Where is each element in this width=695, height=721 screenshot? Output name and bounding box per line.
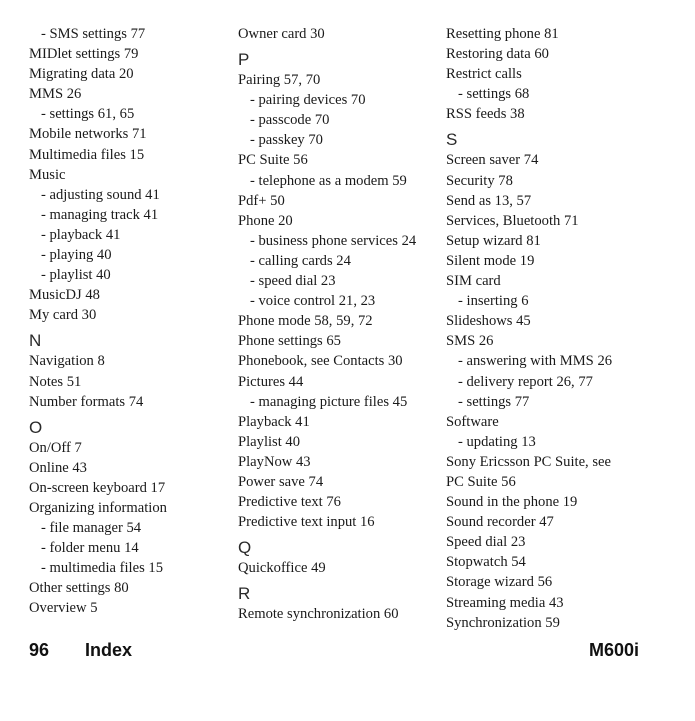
index-subentry: - settings 61, 65 xyxy=(41,106,135,123)
index-subentry: - pairing devices 70 xyxy=(250,92,366,109)
index-column-2 xyxy=(238,24,438,624)
index-entry: Overview 5 xyxy=(29,600,98,617)
index-subentry: - managing track 41 xyxy=(41,206,159,223)
page-footer xyxy=(29,640,639,662)
index-subentry: - multimedia files 15 xyxy=(41,560,163,577)
index-entry: Sound recorder 47 xyxy=(446,514,554,531)
index-entry: Mobile networks 71 xyxy=(29,126,147,143)
index-entry: Predictive text 76 xyxy=(238,494,341,511)
index-subentry: - telephone as a modem 59 xyxy=(250,172,407,189)
index-entry: RSS feeds 38 xyxy=(446,106,525,123)
index-entry: Quickoffice 49 xyxy=(238,560,326,577)
index-subentry: - updating 13 xyxy=(458,433,536,450)
index-entry: On-screen keyboard 17 xyxy=(29,479,166,496)
page-number: 96 xyxy=(29,640,50,660)
index-entry: Playlist 40 xyxy=(238,433,301,450)
index-entry: PC Suite 56 xyxy=(238,152,308,169)
index-entry: Pictures 44 xyxy=(238,373,304,390)
index-entry: Screen saver 74 xyxy=(446,152,539,169)
index-subentry: - playlist 40 xyxy=(41,267,111,284)
index-column-3 xyxy=(446,24,686,633)
index-subentry: - delivery report 26, 77 xyxy=(458,373,593,390)
index-entry: On/Off 7 xyxy=(29,439,82,456)
index-subentry: - settings 68 xyxy=(458,86,530,103)
index-entry: Synchronization 59 xyxy=(446,614,560,631)
index-entry: Stopwatch 54 xyxy=(446,554,526,571)
index-subentry: - speed dial 23 xyxy=(250,273,336,290)
index-column-1 xyxy=(29,24,229,619)
index-entry: Slideshows 45 xyxy=(446,313,531,330)
index-entry: Restrict calls xyxy=(446,66,522,83)
index-entry: PlayNow 43 xyxy=(238,453,311,470)
index-entry: Multimedia files 15 xyxy=(29,146,145,163)
index-subentry: - settings 77 xyxy=(458,393,530,410)
index-entry: Number formats 74 xyxy=(29,393,144,410)
index-entry: MusicDJ 48 xyxy=(29,287,100,304)
index-subentry: - adjusting sound 41 xyxy=(41,186,160,203)
index-entry: Sony Ericsson PC Suite, see xyxy=(446,453,611,470)
index-subentry: - inserting 6 xyxy=(458,293,529,310)
index-entry: Predictive text input 16 xyxy=(238,514,375,531)
index-entry: Send as 13, 57 xyxy=(446,192,532,209)
section-letter: P xyxy=(238,50,250,70)
index-entry: Restoring data 60 xyxy=(446,46,549,63)
index-entry: Pdf+ 50 xyxy=(238,192,285,209)
index-entry: Navigation 8 xyxy=(29,353,105,370)
section-letter: R xyxy=(238,584,251,604)
index-subentry: - playback 41 xyxy=(41,226,121,243)
model-name: M600i xyxy=(588,640,639,660)
index-entry: Phone mode 58, 59, 72 xyxy=(238,313,373,330)
index-entry: Phone settings 65 xyxy=(238,333,341,350)
index-subentry: - folder menu 14 xyxy=(41,540,139,557)
index-subentry: - passkey 70 xyxy=(250,132,323,149)
index-entry: PC Suite 56 xyxy=(446,473,516,490)
index-entry: Streaming media 43 xyxy=(446,594,564,611)
index-entry: Storage wizard 56 xyxy=(446,574,553,591)
index-entry: Speed dial 23 xyxy=(446,534,526,551)
index-entry: Pairing 57, 70 xyxy=(238,72,321,89)
index-subentry: - calling cards 24 xyxy=(250,252,351,269)
section-title: Index xyxy=(85,640,133,660)
index-entry: Migrating data 20 xyxy=(29,66,134,83)
index-entry: Resetting phone 81 xyxy=(446,26,559,42)
index-entry: Security 78 xyxy=(446,172,513,189)
index-entry: Other settings 80 xyxy=(29,580,129,597)
index-entry: My card 30 xyxy=(29,307,97,324)
section-letter: S xyxy=(446,130,458,150)
index-entry: Online 43 xyxy=(29,459,87,476)
index-subentry: - playing 40 xyxy=(41,247,112,264)
section-letter: N xyxy=(29,331,42,351)
index-entry: SMS 26 xyxy=(446,333,494,350)
index-subentry: - managing picture files 45 xyxy=(250,393,408,410)
index-entry: Phonebook, see Contacts 30 xyxy=(238,353,403,370)
index-subentry: - business phone services 24 xyxy=(250,232,417,249)
index-entry: Music xyxy=(29,166,66,183)
index-subentry: - answering with MMS 26 xyxy=(458,353,613,370)
index-entry: Remote synchronization 60 xyxy=(238,606,399,623)
index-entry: SIM card xyxy=(446,273,501,290)
index-entry: Power save 74 xyxy=(238,473,324,490)
index-entry: MMS 26 xyxy=(29,86,82,103)
section-letter: Q xyxy=(238,538,252,558)
index-entry: Playback 41 xyxy=(238,413,310,430)
index-entry: Setup wizard 81 xyxy=(446,232,541,249)
index-entry: Sound in the phone 19 xyxy=(446,494,578,511)
index-entry: Software xyxy=(446,413,499,430)
index-entry: Notes 51 xyxy=(29,373,82,390)
index-subentry: - voice control 21, 23 xyxy=(250,293,376,310)
index-subentry: - file manager 54 xyxy=(41,520,142,537)
index-entry: Owner card 30 xyxy=(238,26,325,42)
index-subentry: - SMS settings 77 xyxy=(41,26,146,42)
section-letter: O xyxy=(29,417,43,437)
index-entry: Silent mode 19 xyxy=(446,252,535,269)
index-entry: Phone 20 xyxy=(238,212,293,229)
index-entry: MIDlet settings 79 xyxy=(29,46,139,63)
index-entry: Organizing information xyxy=(29,499,167,516)
index-entry: Services, Bluetooth 71 xyxy=(446,212,579,229)
index-subentry: - passcode 70 xyxy=(250,112,330,129)
